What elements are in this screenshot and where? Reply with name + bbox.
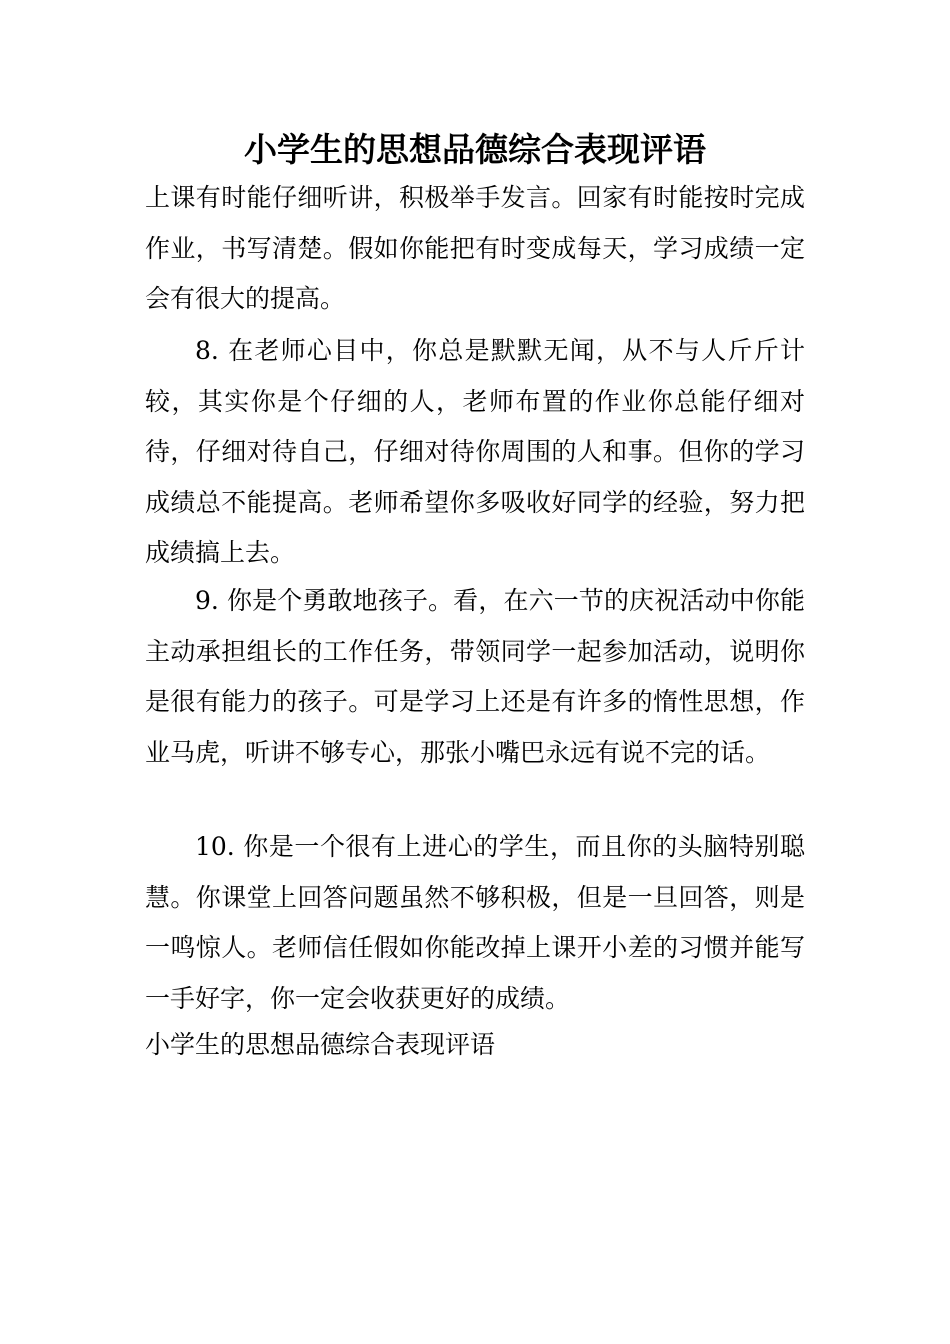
page-title: 小学生的思想品德综合表现评语: [244, 130, 706, 169]
footer-title: 小学生的思想品德综合表现评语: [145, 1030, 496, 1059]
paragraph-comment-9: 9. 你是个勇敢地孩子。看，在六一节的庆祝活动中你能主动承担组长的工作任务，带领同学一起参加活动，说明你是很有能力的孩子。可是学习上还是有许多的惰性思想，作业马虎，听讲不够专心，那张小嘴巴永远有说不完的话。: [145, 586, 805, 767]
paragraph-comment-10: 10. 你是一个很有上进心的学生，而且你的头脑特别聪慧。你课堂上回答问题虽然不够积极，但是一旦回答，则是一鸣惊人。老师信任假如你能改掉上课开小差的习惯并能写一手好字，你一定会收获更好的成绩。: [145, 832, 805, 1013]
paragraph-intro: 上课有时能仔细听讲，积极举手发言。回家有时能按时完成作业，书写清楚。假如你能把有时变成每天，学习成绩一定会有很大的提高。: [145, 183, 805, 313]
paragraph-comment-8: 8. 在老师心目中，你总是默默无闻，从不与人斤斤计较，其实你是个仔细的人，老师布置的作业你总能仔细对待，仔细对待自己，仔细对待你周围的人和事。但你的学习成绩总不能提高。老师希望你多吸收好同学的经验，努力把成绩搞上去。: [145, 336, 805, 567]
